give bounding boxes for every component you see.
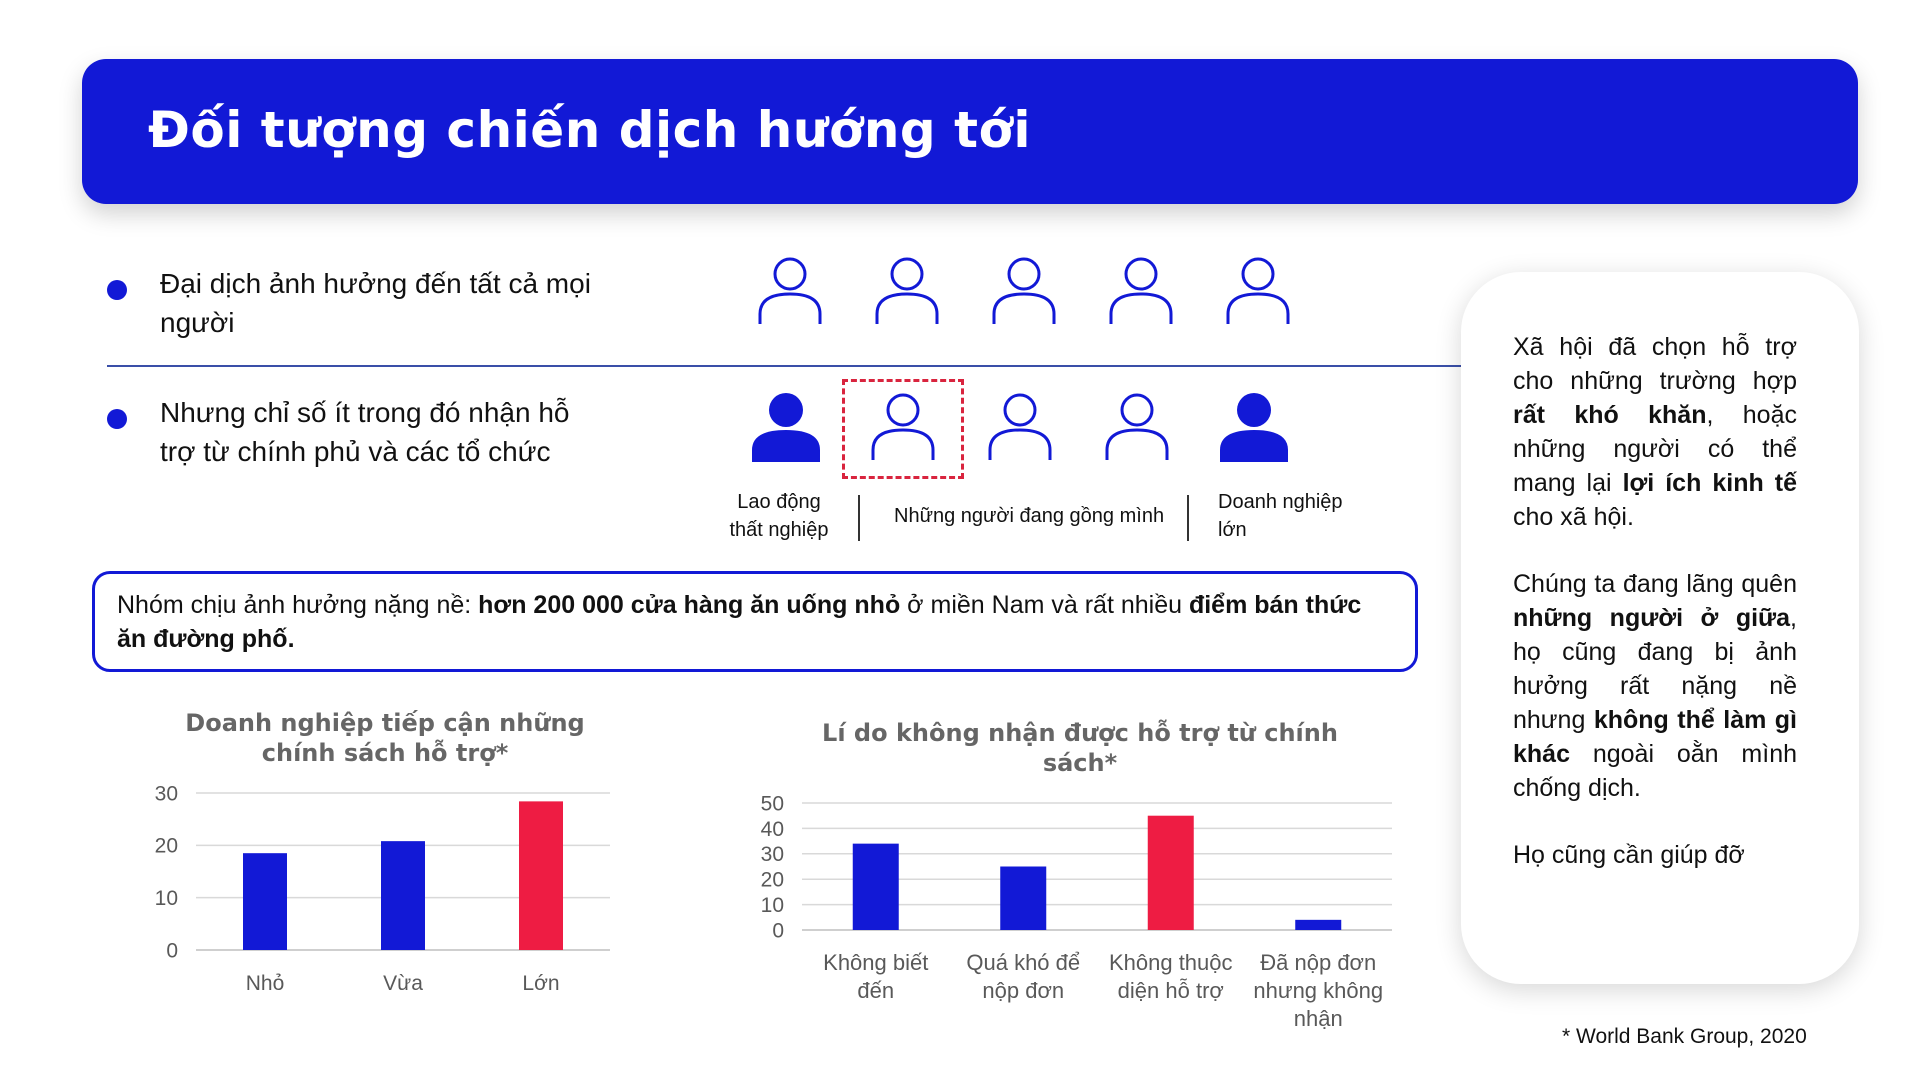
bar bbox=[1000, 867, 1046, 931]
bar bbox=[243, 853, 287, 950]
source-footnote: * World Bank Group, 2020 bbox=[1562, 1025, 1807, 1048]
person-outline-icon bbox=[1107, 395, 1167, 460]
label-middle-text: Những người đang gồng mình bbox=[894, 505, 1165, 527]
person-outline-icon bbox=[760, 259, 820, 324]
side-p1-d: lợi ích kinh tế bbox=[1622, 469, 1797, 497]
y-tick-label: 20 bbox=[760, 868, 784, 892]
y-tick-label: 0 bbox=[772, 919, 784, 943]
person-outline-icon bbox=[1228, 259, 1288, 324]
chart2-title-line1: Lí do không nhận được hỗ trợ từ chính bbox=[822, 719, 1338, 747]
bullet-dot-1 bbox=[107, 280, 127, 300]
side-p2-d: không thể làm gì khác bbox=[1513, 706, 1798, 768]
label-large-business bbox=[1218, 488, 1343, 544]
y-tick-label: 40 bbox=[760, 817, 784, 841]
person-filled-icon bbox=[752, 393, 820, 462]
side-paragraph-1 bbox=[1513, 330, 1797, 534]
callout-bold-2: điểm bán thức ăn đường phố. bbox=[117, 591, 1362, 653]
person-filled-icon bbox=[1220, 393, 1288, 462]
x-tick-label: Đã nộp đơn nhưng không nhận bbox=[1253, 950, 1384, 1031]
y-tick-label: 20 bbox=[154, 834, 178, 858]
label-unemployed-line1: Lao động bbox=[737, 491, 821, 513]
bullet-1-line1: Đại dịch ảnh hưởng đến tất cả mọi bbox=[160, 268, 591, 299]
x-tick-label: Lớn bbox=[522, 972, 560, 995]
people-row-all bbox=[730, 252, 1330, 342]
bar bbox=[1295, 920, 1341, 930]
page-title: Đối tượng chiến dịch hướng tới bbox=[148, 101, 1032, 159]
person-outline-icon bbox=[994, 259, 1054, 324]
bullet-1-line2: người bbox=[160, 307, 235, 338]
bar bbox=[1148, 816, 1194, 930]
person-outline-icon bbox=[990, 395, 1050, 460]
side-p2-c: , họ cũng đang bị ảnh hưởng rất nặng nề nhưng bbox=[1513, 604, 1797, 734]
label-large-line1: Doanh nghiệp bbox=[1218, 491, 1343, 513]
chart1-title-line1: Doanh nghiệp tiếp cận những bbox=[185, 709, 585, 737]
x-tick-label: Không biết đến bbox=[823, 950, 929, 1003]
side-p3: Họ cũng cần giúp đỡ bbox=[1513, 841, 1745, 869]
label-unemployed bbox=[712, 488, 846, 544]
callout-bold-1: hơn 200 000 cửa hàng ăn uống nhỏ bbox=[478, 591, 901, 619]
label-large-line2: lớn bbox=[1218, 519, 1247, 541]
bullet-2-line2: trợ từ chính phủ và các tổ chức bbox=[160, 436, 551, 467]
chart1-title-line2: chính sách hỗ trợ* bbox=[261, 739, 509, 767]
side-p2-e: ngoài oằn mình chống dịch. bbox=[1513, 740, 1797, 802]
label-middle-group bbox=[894, 502, 1164, 530]
bullet-dot-2 bbox=[107, 409, 127, 429]
y-tick-label: 50 bbox=[760, 792, 784, 816]
side-note-card bbox=[1461, 272, 1859, 984]
bullet-text-2 bbox=[160, 393, 569, 471]
label-separator-2 bbox=[1187, 495, 1189, 541]
side-paragraph-2 bbox=[1513, 567, 1797, 805]
side-p2-b: những người ở giữa bbox=[1513, 604, 1791, 632]
callout-middle: ở miền Nam và rất nhiều bbox=[900, 591, 1189, 619]
x-tick-label: Nhỏ bbox=[245, 972, 285, 995]
chart2-title-line2: sách* bbox=[1042, 749, 1118, 777]
bar bbox=[519, 801, 563, 950]
callout-prefix: Nhóm chịu ảnh hưởng nặng nề: bbox=[117, 591, 479, 619]
y-tick-label: 10 bbox=[154, 887, 178, 911]
chart-business-access bbox=[120, 770, 640, 1030]
x-tick-label: Quá khó để nộp đơn bbox=[966, 950, 1081, 1003]
side-p2-a: Chúng ta đang lãng quên bbox=[1513, 570, 1797, 598]
people-row-supported bbox=[726, 388, 1326, 478]
side-paragraph-3 bbox=[1513, 838, 1797, 872]
side-p1-c: , hoặc những người có thể mang lại bbox=[1513, 401, 1797, 497]
chart2-title bbox=[800, 718, 1360, 778]
title-banner bbox=[82, 59, 1858, 204]
y-tick-label: 30 bbox=[760, 843, 784, 867]
bar bbox=[381, 841, 425, 950]
label-unemployed-line2: thất nghiệp bbox=[729, 519, 829, 541]
y-tick-label: 10 bbox=[760, 893, 784, 917]
side-p1-e: cho xã hội. bbox=[1513, 503, 1634, 531]
y-tick-label: 30 bbox=[154, 782, 178, 806]
person-outline-icon bbox=[873, 395, 933, 460]
side-p1-b: rất khó khăn bbox=[1513, 401, 1707, 429]
person-outline-icon bbox=[877, 259, 937, 324]
bar bbox=[853, 844, 899, 930]
x-tick-label: Vừa bbox=[383, 972, 423, 995]
y-tick-label: 0 bbox=[166, 939, 178, 963]
section-divider bbox=[107, 365, 1462, 367]
impact-callout bbox=[92, 571, 1418, 672]
bullet-text-1 bbox=[160, 264, 591, 342]
person-outline-icon bbox=[1111, 259, 1171, 324]
label-separator-1 bbox=[858, 495, 860, 541]
chart-reasons-no-support bbox=[740, 790, 1420, 1050]
bullet-2-line1: Nhưng chỉ số ít trong đó nhận hỗ bbox=[160, 397, 570, 428]
side-p1-a: Xã hội đã chọn hỗ trợ cho những trường hợp bbox=[1513, 333, 1797, 395]
chart1-title bbox=[160, 708, 610, 768]
x-tick-label: Không thuộc diện hỗ trợ bbox=[1108, 950, 1233, 1003]
impact-callout-text bbox=[117, 588, 1375, 656]
